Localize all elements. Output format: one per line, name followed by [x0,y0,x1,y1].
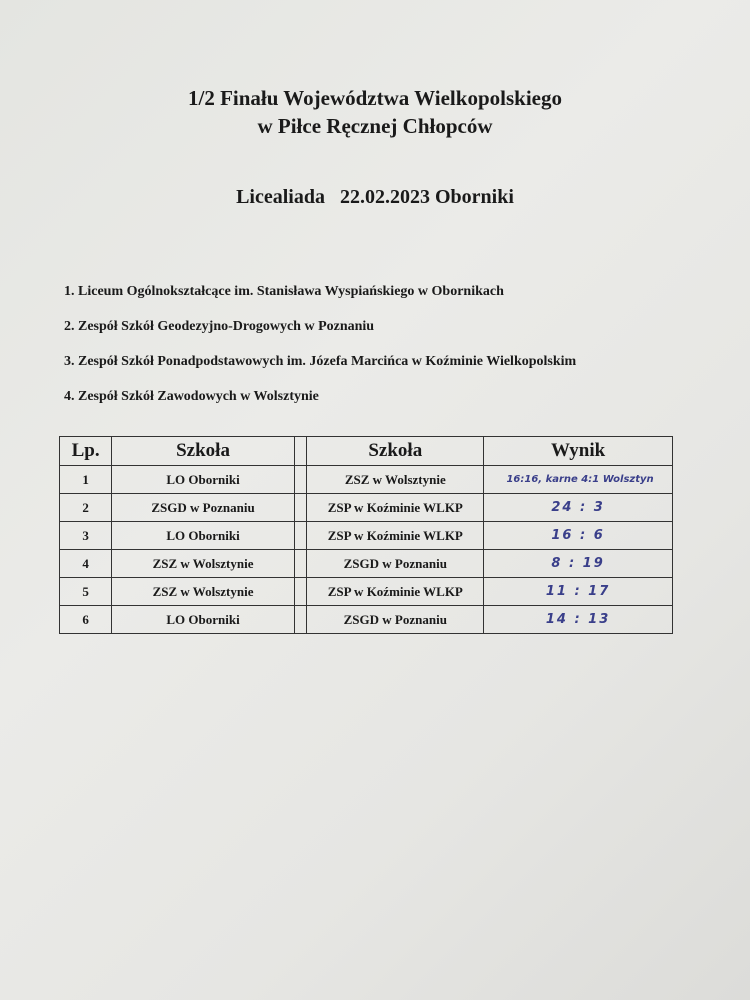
row-school2: ZSP w Koźminie WLKP [307,522,484,550]
results-table [59,436,673,634]
teams-list [64,284,724,424]
team-item: 2. Zespół Szkół Geodezyjno-Drogowych w Poznaniu [64,319,375,334]
table-row [60,578,673,606]
row-result: 8 : 19 [484,550,673,578]
row-school1: LO Oborniki [112,522,295,550]
row-lp: 1 [60,466,112,494]
row-gap [294,550,307,578]
row-school2: ZSGD w Poznaniu [307,606,484,634]
row-result: 16 : 6 [484,522,673,550]
event-line: Licealiada 22.02.2023 Oborniki [236,186,514,208]
page-title-line1: 1/2 Finału Województwa Wielkopolskiego [188,86,562,110]
table-row [60,606,673,634]
row-lp: 6 [60,606,112,634]
page-title-line2: w Piłce Ręcznej Chłopców [257,114,493,138]
header-gap [294,437,307,466]
row-result: 14 : 13 [484,606,673,634]
row-lp: 2 [60,494,112,522]
row-gap [294,578,307,606]
row-school2: ZSP w Koźminie WLKP [307,578,484,606]
row-gap [294,466,307,494]
row-result: 24 : 3 [484,494,673,522]
header-result: Wynik [484,437,673,466]
row-school2: ZSP w Koźminie WLKP [307,494,484,522]
row-result: 11 : 17 [484,578,673,606]
table-row [60,466,673,494]
header-lp: Lp. [60,437,112,466]
table-row [60,522,673,550]
row-school1: ZSGD w Poznaniu [112,494,295,522]
row-lp: 3 [60,522,112,550]
row-school1: ZSZ w Wolsztynie [112,578,295,606]
row-lp: 4 [60,550,112,578]
header-school2: Szkoła [307,437,484,466]
header-school1: Szkoła [112,437,295,466]
table-header-row [60,437,673,466]
row-result: 16:16, karne 4:1 Wolsztyn [484,466,673,494]
table-row [60,494,673,522]
row-school2: ZSGD w Poznaniu [307,550,484,578]
row-school1: ZSZ w Wolsztynie [112,550,295,578]
row-gap [294,606,307,634]
table-row [60,550,673,578]
row-lp: 5 [60,578,112,606]
row-school1: LO Oborniki [112,606,295,634]
row-gap [294,494,307,522]
team-item: 3. Zespół Szkół Ponadpodstawowych im. Józefa Marcińca w Koźminie Wielkopolskim [64,354,577,369]
team-item: 4. Zespół Szkół Zawodowych w Wolsztynie [64,389,319,404]
row-gap [294,522,307,550]
row-school2: ZSZ w Wolsztynie [307,466,484,494]
row-school1: LO Oborniki [112,466,295,494]
team-item: 1. Liceum Ogólnokształcące im. Stanisława Wyspiańskiego w Obornikach [64,284,504,299]
